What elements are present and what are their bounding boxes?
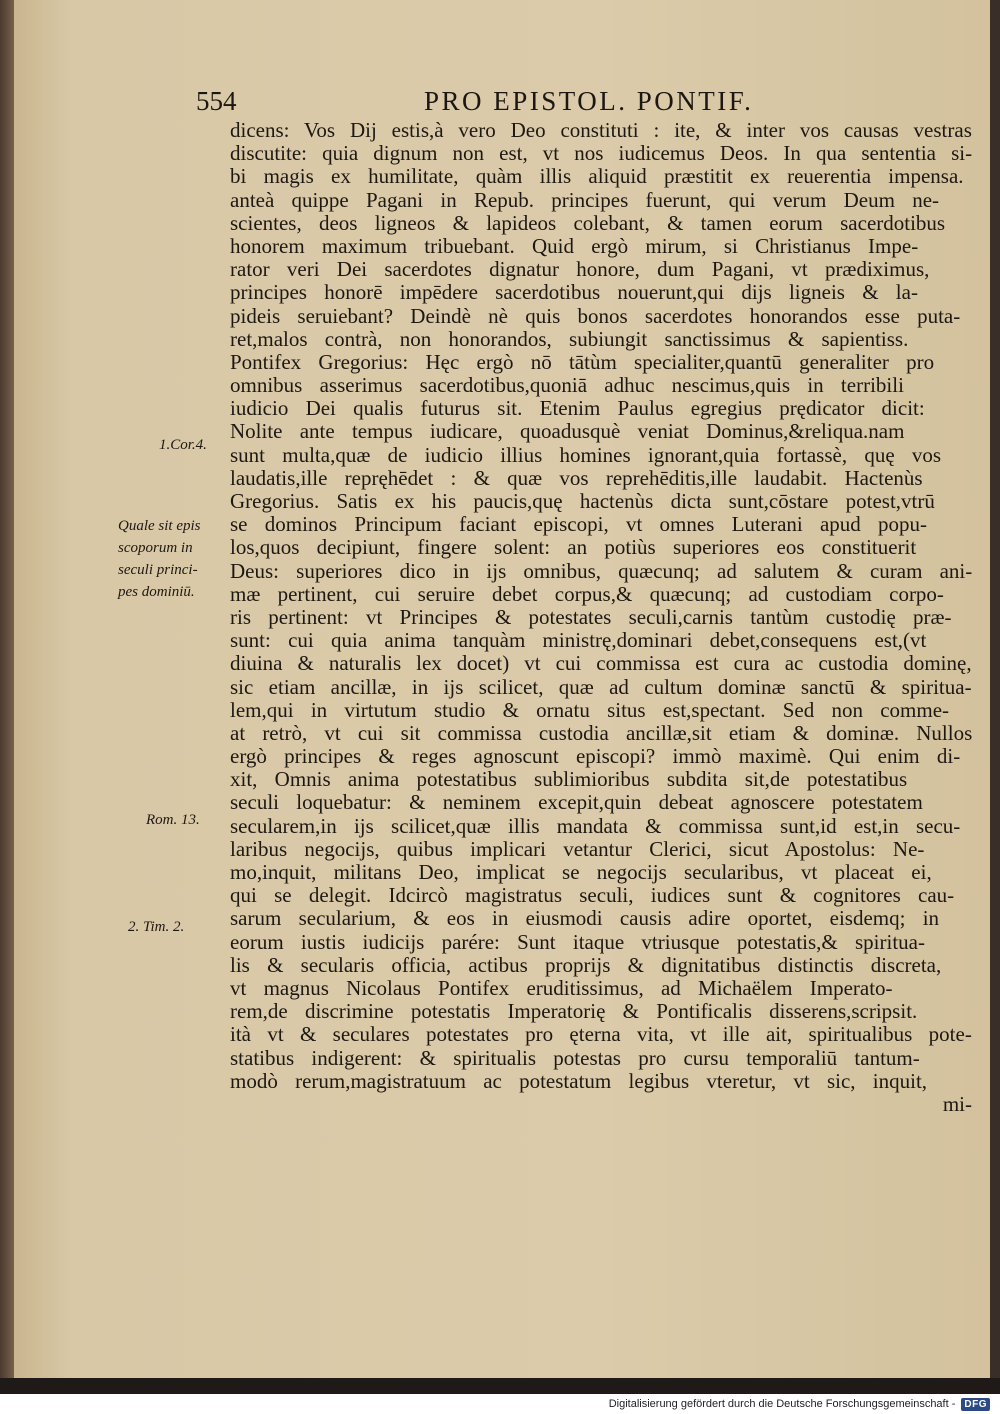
text-line: pideis seruiebant? Deindè nè quis bonos sacerdotes honorandos esse puta- xyxy=(230,304,961,328)
margin-note-line: Quale sit epis xyxy=(118,518,201,534)
text-line: sic etiam ancillæ, in ijs scilicet, quæ ad cultum dominæ sanctū & spiritua- xyxy=(230,675,972,699)
text-line: anteà quippe Pagani in Repub. principes fuerunt, qui verum Deum ne- xyxy=(230,188,940,212)
text-line: dicens: Vos Dij estis,à vero Deo constituti : ite, & inter vos causas vestras xyxy=(230,119,972,142)
digitization-footer xyxy=(0,1394,1000,1414)
text-line: Deus: superiores dico in ijs omnibus, quæcunq; ad salutem & curam ani- xyxy=(230,559,972,583)
text-line: diuina & naturalis lex docet) vt cui commissa est cura ac custodia dominę, xyxy=(230,652,972,676)
running-title: PRO EPISTOL. PONTIF. xyxy=(424,86,754,116)
margin-note-line: 1.Cor.4. xyxy=(159,437,207,453)
text-line: seculi loquebatur: & neminem excepit,quin debeat agnoscere potestatem xyxy=(230,791,923,815)
text-line: statibus indigerent: & spiritualis potestas pro cursu temporaliū tantum- xyxy=(230,1046,920,1070)
text-line: principes honorē impēdere sacerdotibus nouerunt,qui dijs ligneis & la- xyxy=(230,281,918,305)
text-line: ret,malos contrà, non honorandos, subiungit sanctissimus & sapientiss. xyxy=(230,327,909,351)
text-line: xit, Omnis anima potestatibus sublimioribus subdita sit,de potestatibus xyxy=(230,768,908,792)
margin-note-line: pes dominiū. xyxy=(118,584,195,600)
text-line: qui se delegit. Idcircò magistratus seculi, iudices sunt & cognitores cau- xyxy=(230,884,955,908)
footer-text: Digitalisierung gefördert durch die Deutsche Forschungsgemeinschaft - xyxy=(608,1398,956,1410)
text-line: los,quos decipiunt, fingere solent: an potiùs superiores eos constituerit xyxy=(230,536,917,560)
dfg-logo: DFG xyxy=(961,1398,990,1411)
margin-note-line: 2. Tim. 2. xyxy=(128,919,185,935)
page-header xyxy=(14,86,990,120)
catchword: mi- xyxy=(942,1092,972,1116)
margin-note-cor xyxy=(159,434,207,457)
text-line: rem,de discrimine potestatis Imperatorię & Pontificalis disserens,scripsit. xyxy=(230,1000,918,1024)
text-line: at retrò, vt cui sit commissa custodia ancillæ,sit etiam & dominæ. Nullos xyxy=(230,721,972,745)
text-line: sunt: cui quia anima tanquàm ministrę,dominari debet,consequens est,(vt xyxy=(230,629,927,653)
text-line: omnibus asserimus sacerdotibus,quoniā adhuc nescimus,quis in terribili xyxy=(230,374,904,398)
text-line: discutite: quia dignum non est, vt nos iudicemus Deos. In qua sententia si- xyxy=(230,142,972,166)
margin-note-rom xyxy=(146,809,200,832)
body-text xyxy=(230,119,972,1116)
text-line: laudatis,ille repręhēdet : & quæ vos reprehēditis,ille laudabit. Hactenùs xyxy=(230,466,923,490)
text-line: ità vt & seculares potestates pro ęterna vita, vt ille ait, spiritualibus pote- xyxy=(230,1023,972,1047)
text-line: lis & secularis officia, actibus proprijs & dignitatibus distinctis discreta, xyxy=(230,953,942,977)
page-number: 554 xyxy=(196,86,237,116)
text-line: honorem maximum tribuebant. Quid ergò mirum, si Christianus Impe- xyxy=(230,234,919,258)
text-line: mo,inquit, militans Deo, implicat se negocijs secularibus, vt placeat ei, xyxy=(230,861,932,884)
text-line: iudicio Dei qualis futurus sit. Etenim Paulus egregius prędicator dicit: xyxy=(230,397,925,421)
text-line: ris pertinent: vt Principes & potestates seculi,carnis tantùm custodię præ- xyxy=(230,605,952,629)
text-line: Pontifex Gregorius: Hęc ergò nō tātùm specialiter,quantū generaliter pro xyxy=(230,350,935,374)
text-line: laribus negocijs, quibus implicari vetantur Clerici, sicut Apostolus: Ne- xyxy=(230,837,925,861)
margin-note-line: seculi princi- xyxy=(118,562,198,578)
scan-bottom-edge xyxy=(0,1378,1000,1394)
text-line: Gregorius. Satis ex his paucis,quę hactenùs dicta sunt,cōstare potest,vtrū xyxy=(230,490,935,513)
text-line: modò rerum,magistratuum ac potestatum legibus vteretur, vt sic, inquit, xyxy=(230,1069,928,1093)
margin-note-line: Rom. 13. xyxy=(146,812,200,828)
book-page xyxy=(14,0,990,1378)
text-line: eorum iustis iudicijs parére: Sunt itaque vtriusque potestatis,& spiritua- xyxy=(230,930,925,954)
text-line: vt magnus Nicolaus Pontifex eruditissimus, ad Michaëlem Imperato- xyxy=(230,976,893,1000)
text-line: scientes, deos ligneos & lapideos colebant, & tamen eorum sacerdotibus xyxy=(230,211,946,235)
margin-note-tim xyxy=(128,916,184,939)
margin-note-line: scoporum in xyxy=(118,540,193,556)
text-line: mæ pertinent, cui seruire debet corpus,& quæcunq; ad custodiam corpo- xyxy=(230,582,944,606)
margin-note-episcopi xyxy=(118,515,201,603)
text-line: lem,qui in virtutum studio & ornatu situs est,spectant. Sed non comme- xyxy=(230,698,950,722)
text-line: ergò principes & reges agnoscunt episcopi? immò maximè. Qui enim di- xyxy=(230,745,961,769)
text-line: se dominos Principum faciant episcopi, vt omnes Luterani apud popu- xyxy=(230,513,928,537)
text-line: secularem,in ijs scilicet,quæ illis mandata & commissa sunt,id est,in secu- xyxy=(230,814,961,838)
text-line: Nolite ante tempus iudicare, quoadusquè veniat Dominus,&reliqua.nam xyxy=(230,420,905,444)
text-line: sunt multa,quæ de iudicio illius homines ignorant,quia fortassè, quę vos xyxy=(230,443,942,467)
text-line: rator veri Dei sacerdotes dignatur honore, dum Pagani, vt prædiximus, xyxy=(230,258,930,282)
text-line: sarum secularium, & eos in eiusmodi causis adire oportet, eisdemq; in xyxy=(230,907,940,931)
text-line: bi magis ex humilitate, quàm illis aliquid præstitit ex reuerentia impensa. xyxy=(230,165,964,189)
